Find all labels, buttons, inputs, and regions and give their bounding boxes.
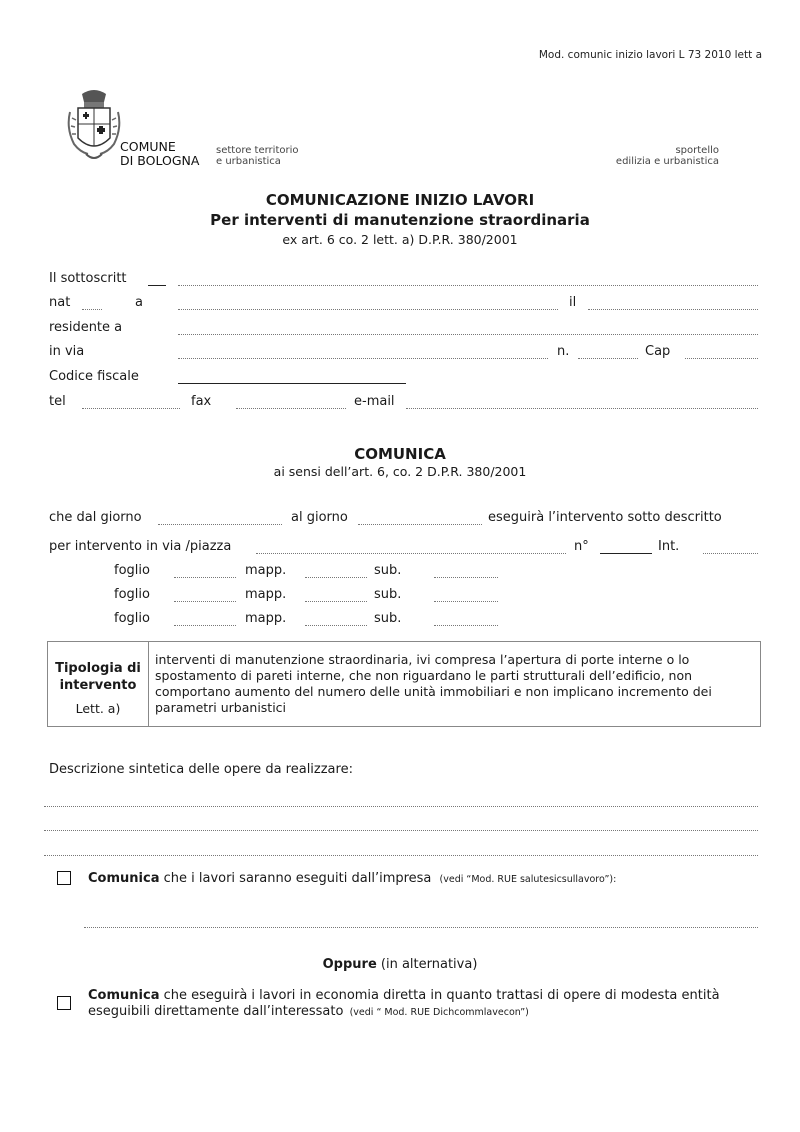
tipologia-line2: spostamento di pareti interne, che non riguardano le parti strutturali dell’edificio, non [155, 668, 693, 683]
sector-label [216, 145, 299, 167]
field-intervention-street[interactable] [256, 553, 566, 554]
field-mapp[interactable] [305, 625, 367, 626]
label-al-giorno: al giorno [291, 510, 348, 525]
label-dal-giorno: che dal giorno [49, 510, 142, 525]
descrizione-line[interactable] [44, 806, 758, 807]
label-il: il [569, 295, 577, 310]
label-int: Int. [658, 539, 680, 554]
tipologia-box [47, 641, 761, 727]
mod-reference: Mod. comunic inizio lavori L 73 2010 lett a [538, 49, 762, 61]
label-sub: sub. [374, 587, 402, 602]
descrizione-line[interactable] [44, 855, 758, 856]
label-sottoscritto: Il sottoscritt [49, 271, 127, 286]
field-foglio[interactable] [174, 625, 236, 626]
doc-reference: ex art. 6 co. 2 lett. a) D.P.R. 380/2001 [282, 232, 518, 247]
tipologia-description [155, 652, 755, 716]
impresa-checkbox[interactable] [57, 871, 71, 885]
field-mapp[interactable] [305, 601, 367, 602]
field-sottoscritto[interactable] [178, 285, 758, 286]
field-foglio[interactable] [174, 577, 236, 578]
option-economia-text [88, 988, 720, 1004]
field-sottoscritto-suffix[interactable] [148, 285, 166, 286]
label-residente: residente a [49, 320, 123, 335]
option-impresa-note: (vedi “Mod. RUE salutesicsullavoro”): [439, 874, 617, 885]
label-via: in via [49, 344, 85, 359]
tipologia-label-line1: Tipologia di [55, 661, 141, 676]
logo-line1: COMUNE [120, 139, 176, 154]
field-street[interactable] [178, 358, 548, 359]
sector-line2: e urbanistica [216, 156, 281, 167]
field-street-number[interactable] [578, 358, 638, 359]
option-economia-label: che eseguirà i lavori in economia diretta in quanto trattasi di opere di modesta entità [159, 988, 720, 1003]
tipologia-line4: parametri urbanistici [155, 700, 287, 715]
label-nat: nat [49, 295, 71, 310]
field-intervention-number[interactable] [600, 553, 652, 554]
field-email[interactable] [406, 408, 758, 409]
descrizione-line[interactable] [44, 830, 758, 831]
impresa-field[interactable] [84, 927, 758, 928]
label-foglio: foglio [114, 587, 150, 602]
option-economia-bold: Comunica [88, 988, 160, 1003]
label-per-intervento: per intervento in via /piazza [49, 539, 232, 554]
economia-checkbox[interactable] [57, 996, 71, 1010]
label-codice-fiscale: Codice fiscale [49, 369, 139, 384]
field-interior[interactable] [703, 553, 758, 554]
field-start-date[interactable] [158, 524, 282, 525]
tipologia-label-line2: intervento [59, 678, 137, 693]
coat-of-arms-icon [66, 88, 122, 170]
sportello-line1: sportello [675, 145, 719, 156]
field-sub[interactable] [434, 601, 498, 602]
field-foglio[interactable] [174, 601, 236, 602]
logo-line2: DI BOLOGNA [120, 153, 200, 168]
label-mapp: mapp. [245, 563, 287, 578]
label-sub: sub. [374, 563, 402, 578]
option-economia-note: (vedi “ Mod. RUE Dichcommlavecon”) [349, 1007, 529, 1018]
label-a: a [135, 295, 143, 310]
field-tel[interactable] [82, 408, 180, 409]
field-residence[interactable] [178, 334, 758, 335]
label-foglio: foglio [114, 611, 150, 626]
field-end-date[interactable] [358, 524, 482, 525]
label-sub: sub. [374, 611, 402, 626]
comune-bologna-logo [66, 88, 122, 170]
field-sub[interactable] [434, 577, 498, 578]
label-mapp: mapp. [245, 611, 287, 626]
doc-subtitle: Per interventi di manutenzione straordinaria [210, 211, 590, 229]
option-economia-line2 [88, 1004, 529, 1021]
tipologia-lett: Lett. a) [75, 701, 121, 716]
comunica-reference: ai sensi dell’art. 6, co. 2 D.P.R. 380/2001 [273, 464, 527, 479]
descrizione-label: Descrizione sintetica delle opere da realizzare: [49, 762, 353, 777]
oppure-bold: Oppure [322, 957, 377, 972]
label-eseguira: eseguirà l’intervento sotto descritto [488, 510, 722, 525]
field-nat-suffix[interactable] [82, 309, 102, 310]
sportello-line2: edilizia e urbanistica [615, 156, 719, 167]
field-birthdate[interactable] [588, 309, 758, 310]
label-tel: tel [49, 394, 66, 409]
comunica-title: COMUNICA [354, 445, 446, 463]
option-impresa-bold: Comunica [88, 871, 160, 886]
option-impresa-label: che i lavori saranno eseguiti dall’impresa [159, 871, 432, 886]
doc-title: COMUNICAZIONE INIZIO LAVORI [265, 191, 535, 209]
label-email: e-mail [354, 394, 395, 409]
sector-line1: settore territorio [216, 145, 299, 156]
label-fax: fax [191, 394, 212, 409]
field-fax[interactable] [236, 408, 346, 409]
field-cap[interactable] [685, 358, 758, 359]
tipologia-line3: comportano aumento del numero delle unità immobiliari e non implicano incremento dei [155, 684, 712, 699]
label-num: n° [574, 539, 589, 554]
field-sub[interactable] [434, 625, 498, 626]
option-impresa-text [88, 871, 616, 888]
oppure-label [0, 957, 800, 973]
label-n: n. [557, 344, 570, 359]
label-cap: Cap [645, 344, 671, 359]
label-foglio: foglio [114, 563, 150, 578]
field-birthplace[interactable] [178, 309, 558, 310]
oppure-text: (in alternativa) [376, 957, 478, 972]
field-mapp[interactable] [305, 577, 367, 578]
tipologia-label-cell [48, 642, 149, 726]
logo-text [120, 140, 199, 168]
label-mapp: mapp. [245, 587, 287, 602]
option-economia-line2-text: eseguibili direttamente dall’interessato [88, 1004, 344, 1019]
tipologia-line1: interventi di manutenzione straordinaria, ivi compresa l’apertura di porte interne o lo [155, 652, 690, 667]
sportello-label [616, 145, 719, 167]
field-codice-fiscale[interactable] [178, 383, 406, 384]
